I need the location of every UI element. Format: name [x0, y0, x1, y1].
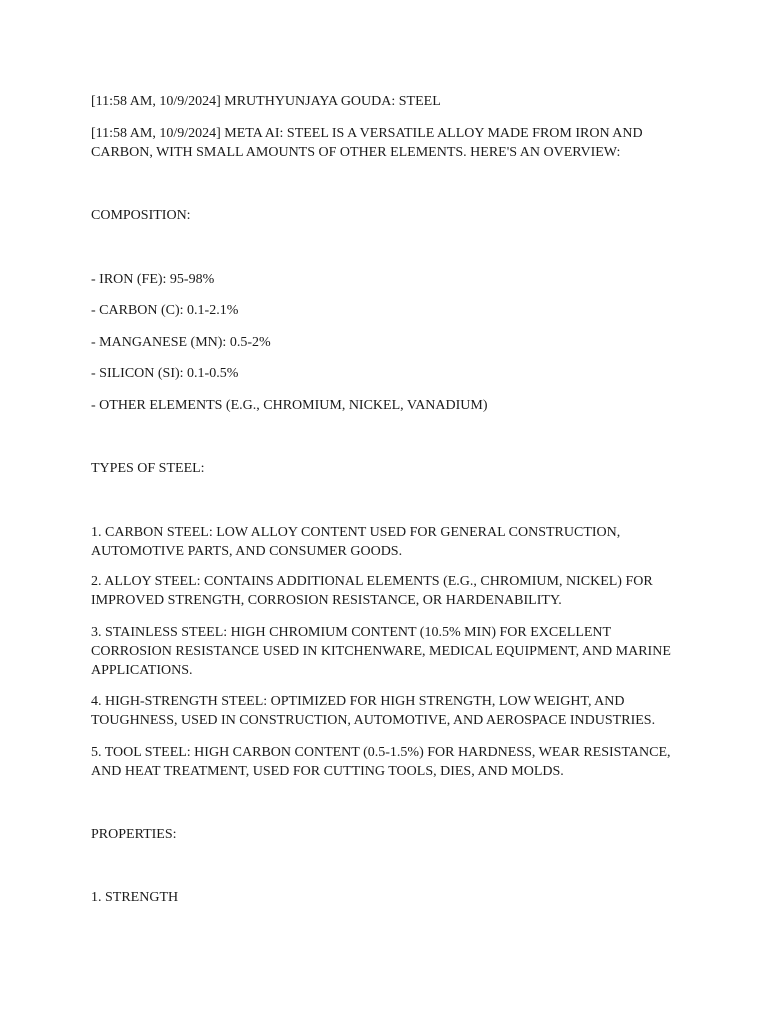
properties-heading: PROPERTIES: [91, 827, 177, 842]
type-item-tool-steel: 5. TOOL STEEL: HIGH CARBON CONTENT (0.5-1.5%) FOR HARDNESS, WEAR RESISTANCE, AND HEAT TREATMENT, USED FOR CUTTING TOOLS, DIES, AND MOLDS. [91, 745, 671, 779]
composition-item-iron: - IRON (FE): 95-98% [91, 272, 215, 287]
type-item-high-strength-steel: 4. HIGH-STRENGTH STEEL: OPTIMIZED FOR HIGH STRENGTH, LOW WEIGHT, AND TOUGHNESS, USED IN CONSTRUCTION, AUTOMOTIVE, AND AEROSPACE INDUSTRIES. [91, 694, 656, 728]
type-item-alloy-steel: 2. ALLOY STEEL: CONTAINS ADDITIONAL ELEMENTS (E.G., CHROMIUM, NICKEL) FOR IMPROVED STRENGTH, CORROSION RESISTANCE, OR HARDENABILITY. [91, 574, 653, 608]
ai-intro-message: [11:58 AM, 10/9/2024] META AI: STEEL IS A VERSATILE ALLOY MADE FROM IRON AND CARBON, WITH SMALL AMOUNTS OF OTHER ELEMENTS. HERE'S AN OVERVIEW: [91, 126, 643, 160]
composition-item-silicon: - SILICON (SI): 0.1-0.5% [91, 366, 239, 381]
composition-item-carbon: - CARBON (C): 0.1-2.1% [91, 303, 239, 318]
composition-heading: COMPOSITION: [91, 208, 191, 223]
types-heading: TYPES OF STEEL: [91, 461, 205, 476]
user-message: [11:58 AM, 10/9/2024] MRUTHYUNJAYA GOUDA: STEEL [91, 94, 441, 109]
composition-item-other: - OTHER ELEMENTS (E.G., CHROMIUM, NICKEL, VANADIUM) [91, 398, 488, 413]
type-item-carbon-steel: 1. CARBON STEEL: LOW ALLOY CONTENT USED FOR GENERAL CONSTRUCTION, AUTOMOTIVE PARTS, AND CONSUMER GOODS. [91, 525, 621, 559]
property-item-strength: 1. STRENGTH [91, 890, 179, 905]
composition-item-manganese: - MANGANESE (MN): 0.5-2% [91, 335, 271, 350]
type-item-stainless-steel: 3. STAINLESS STEEL: HIGH CHROMIUM CONTENT (10.5% MIN) FOR EXCELLENT CORROSION RESISTANCE USED IN KITCHENWARE, MEDICAL EQUIPMENT, AND MARINE APPLICATIONS. [91, 625, 671, 678]
